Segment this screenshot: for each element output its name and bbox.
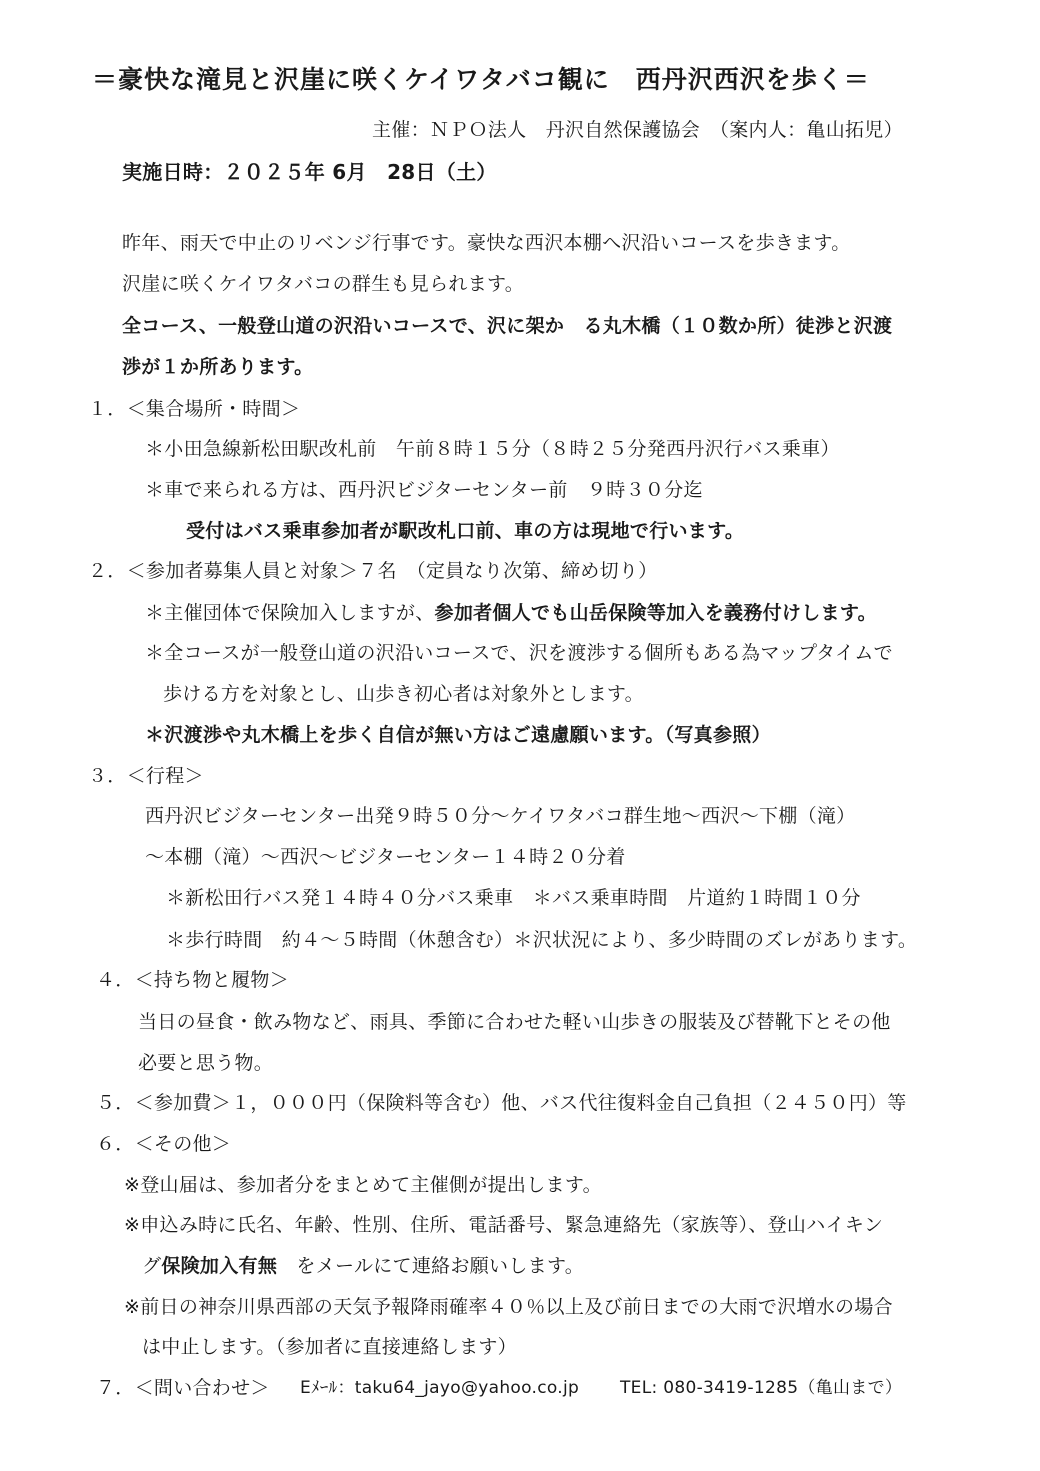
- section-6-note-3-line-1: ※前日の神奈川県西部の天気予報降雨確率４０％以上及び前日までの大雨で沢増水の場合: [124, 1296, 893, 1318]
- intro-line-2: 沢崖に咲くケイワタバコの群生も見られます。: [122, 273, 525, 295]
- section-2-item-3: ＊沢渡渉や丸木橋上を歩く自信が無い方はご遠慮願います。（写真参照）: [145, 724, 771, 746]
- section-4-heading: ４．＜持ち物と履物＞: [96, 969, 290, 991]
- intro-bold-line-1: 全コース、一般登山道の沢沿いコースで、沢に架か る丸木橋（１０数か所）徒渉と沢渡: [122, 315, 893, 337]
- section-2-item-2-line-1: ＊全コースが一般登山道の沢沿いコースで、沢を渡渉する個所もある為マップタイムで: [145, 642, 893, 664]
- section-3-route-1: 西丹沢ビジターセンター出発９時５０分～ケイワタバコ群生地～西沢～下棚（滝）: [145, 805, 856, 827]
- section-7-heading: ７．＜問い合わせ＞: [96, 1377, 270, 1399]
- section-1-note: 受付はバス乗車参加者が駅改札口前、車の方は現地で行います。: [186, 520, 745, 542]
- section-6-note-2-line-2: [142, 1253, 584, 1279]
- section-1-heading: １．＜集合場所・時間＞: [88, 398, 301, 420]
- section-3-note-2: ＊歩行時間 約４～５時間（休憩含む）＊沢状況により、多少時間のズレがあります。: [166, 929, 918, 951]
- event-date: 実施日時：２０２５年 6月 28日（土）: [122, 160, 497, 184]
- organizer-line: 主催：ＮＰＯ法人 丹沢自然保護協会 （案内人：亀山拓児）: [372, 119, 903, 141]
- section-2-heading: ２．＜参加者募集人員と対象＞７名 （定員なり次第、締め切り）: [88, 560, 658, 582]
- section-4-line-2: 必要と思う物。: [138, 1052, 274, 1074]
- section-2-item-1-b: 参加者個人でも山岳保険等加入を義務付けします。: [434, 602, 877, 624]
- section-6-note-2-prefix: グ: [142, 1255, 162, 1277]
- section-6-note-3-line-2: は中止します。（参加者に直接連絡します）: [142, 1336, 517, 1358]
- section-2-item-2-line-2: 歩ける方を対象とし、山歩き初心者は対象外とします。: [163, 683, 644, 705]
- section-3-note-1: ＊新松田行バス発１４時４０分バス乗車 ＊バス乗車時間 片道約１時間１０分: [166, 887, 861, 909]
- contact-phone[interactable]: TEL: 080-3419-1285（亀山まで）: [620, 1378, 903, 1398]
- intro-line-1: 昨年、雨天で中止のリベンジ行事です。豪快な西沢本棚へ沢沿いコースを歩きます。: [122, 232, 851, 254]
- section-2-item-1: [145, 600, 877, 626]
- document-title: ＝豪快な滝見と沢崖に咲くケイワタバコ観に 西丹沢西沢を歩く＝: [92, 65, 870, 94]
- section-6-note-2-suffix: をメールにて連絡お願いします。: [277, 1255, 585, 1277]
- section-6-note-1: ※登山届は、参加者分をまとめて主催側が提出します。: [124, 1174, 602, 1196]
- section-6-heading: ６．＜その他＞: [96, 1133, 232, 1155]
- section-1-item-2: ＊車で来られる方は、西丹沢ビジターセンター前 ９時３０分迄: [145, 479, 703, 501]
- section-5-heading: ５．＜参加費＞１，０００円（保険料等含む）他、バス代往復料金自己負担（２４５０円）等: [96, 1092, 907, 1114]
- contact-email[interactable]: Eﾒｰﾙ：taku64_jayo@yahoo.co.jp: [300, 1378, 580, 1398]
- section-2-item-1-a: ＊主催団体で保険加入しますが、: [145, 602, 435, 624]
- section-3-route-2: ～本棚（滝）～西沢～ビジターセンター１４時２０分着: [145, 846, 626, 868]
- section-4-line-1: 当日の昼食・飲み物など、雨具、季節に合わせた軽い山歩きの服装及び替靴下とその他: [138, 1011, 891, 1033]
- section-6-note-2-line-1: ※申込み時に氏名、年齢、性別、住所、電話番号、緊急連絡先（家族等）、登山ハイキン: [124, 1214, 884, 1236]
- section-1-item-1: ＊小田急線新松田駅改札前 午前８時１５分（８時２５分発西丹沢行バス乗車）: [145, 438, 840, 460]
- intro-bold-line-2: 渉が１か所あります。: [122, 356, 314, 378]
- section-3-heading: ３．＜行程＞: [88, 765, 204, 787]
- section-6-insurance-emphasis: 保険加入有無: [161, 1255, 278, 1277]
